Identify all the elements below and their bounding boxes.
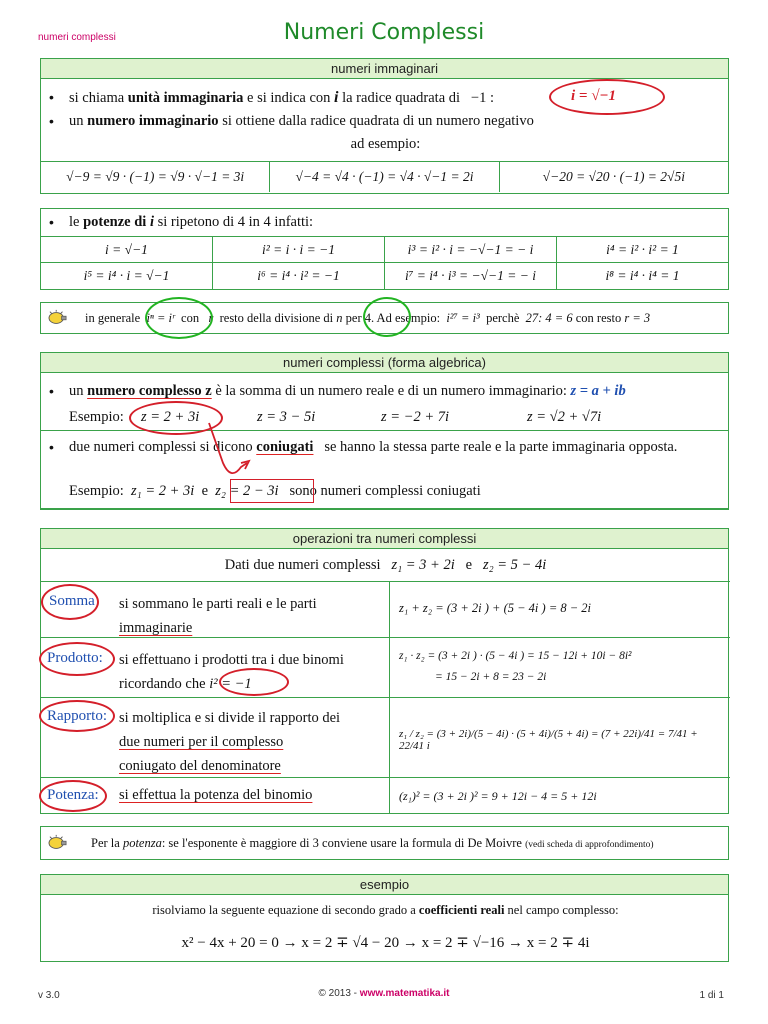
operation-row-ratio <box>41 697 730 777</box>
operations-box <box>40 528 729 814</box>
text: resto della divisione di <box>219 311 334 325</box>
power-cell: i⁸ = i⁴ · i⁴ = 1 <box>605 268 680 283</box>
operation-description <box>119 706 340 778</box>
divider <box>389 638 390 697</box>
conjugate-definition-line <box>69 439 709 456</box>
operation-formula-continued: = 15 − 2i + 8 = 23 − 2i <box>435 671 547 683</box>
text: la radice quadrata di <box>342 90 461 106</box>
operation-description <box>119 592 317 640</box>
imaginary-unit-line <box>69 89 494 107</box>
power-cell: i⁶ = i⁴ · i² = −1 <box>213 263 385 289</box>
bullet-icon: • <box>49 214 54 230</box>
power-cell: i³ = i² · i = −√−1 = − i <box>385 237 557 262</box>
example-cell: √−9 = √9 · (−1) = √9 · √−1 = 3i <box>41 162 270 192</box>
operation-row-sum <box>41 581 730 637</box>
example-box <box>40 874 729 962</box>
powers-of-i-box <box>40 208 729 290</box>
divider <box>389 778 390 813</box>
text: con resto <box>575 311 622 325</box>
header-subject: numeri complessi <box>38 32 116 43</box>
powers-row-1 <box>41 237 728 263</box>
powers-intro <box>41 209 728 237</box>
operation-formula: z₁ / z₂ = (3 + 2i)/(5 − 4i) · (5 + 4i)/(5 + 4i) = (7 + 22i)/41 = 7/41 + 22/41 i <box>399 728 698 752</box>
algebraic-form-header: numeri complessi (forma algebrica) <box>41 353 728 373</box>
term-imaginary-unit: unità immaginaria <box>127 90 244 106</box>
example-label: Esempio: <box>69 483 124 499</box>
text: le <box>69 214 80 230</box>
text: due numeri complessi si dicono <box>69 439 253 455</box>
text: e <box>201 483 209 499</box>
description-line: ricordando che <box>119 676 206 692</box>
example-equation: x² − 4x + 20 = 0 → x = 2 ∓ √4 − 20 → x = 2 ∓ √−16 → x = 2 ∓ 4i <box>181 935 590 951</box>
example-header: esempio <box>41 875 728 895</box>
text: perchè <box>486 311 520 325</box>
operation-formula: z₁ · z₂ = (3 + 2i ) · (5 − 4i ) = 15 − 12i + 10i − 8i² <box>399 650 632 662</box>
description-line: coniugato del denominatore <box>119 758 281 774</box>
text: è la somma di un numero reale e di un numero immaginario: <box>215 383 567 399</box>
formula-division: 27: 4 = 6 <box>525 311 573 325</box>
complex-example: z = 2 + 3i <box>141 409 200 425</box>
text: si chiama <box>69 90 125 106</box>
text: nel campo complesso: <box>507 903 619 917</box>
bullet-icon: • <box>49 89 54 105</box>
page-number: 1 di 1 <box>699 990 724 1001</box>
page-title: Numeri Complessi <box>283 20 485 45</box>
example-description <box>41 903 730 918</box>
symbol-n: n <box>336 311 343 325</box>
lightbulb-icon <box>47 309 69 327</box>
example-label: ad esempio: <box>350 136 421 152</box>
complex-definition <box>41 373 728 431</box>
term-imaginary-number: numero immaginario <box>87 113 219 129</box>
example-cell: √−20 = √20 · (−1) = 2√5i <box>542 169 685 184</box>
power-cell: i² = i · i = −1 <box>213 237 385 262</box>
powers-row-2 <box>41 263 728 289</box>
formula-z2: z₂ = 2 − 3i <box>215 483 279 499</box>
symbol-r: r <box>208 311 214 325</box>
formula-algebraic: z = a + ib <box>570 383 626 399</box>
term-powers: potenze di <box>83 214 147 230</box>
formula-z2: z₂ = 5 − 4i <box>482 557 547 573</box>
bullet-icon: • <box>49 383 54 399</box>
description-line: si sommano le parti reali e le parti <box>119 596 317 612</box>
text: Per la <box>91 836 120 850</box>
operation-formula: z₁ + z₂ = (3 + 2i ) + (5 − 4i ) = 8 − 2i <box>399 601 592 615</box>
text: un <box>69 113 84 129</box>
term-real-coefficients: coefficienti reali <box>418 903 505 917</box>
operations-header: operazioni tra numeri complessi <box>41 529 728 549</box>
text: e si indica con <box>247 90 331 106</box>
operation-row-product <box>41 637 730 697</box>
symbol-i: i <box>149 214 154 230</box>
formula-z1: z₁ = 3 + 2i <box>391 557 455 573</box>
de-moivre-box <box>40 826 729 860</box>
text: un <box>69 383 84 399</box>
operation-row-power <box>41 777 730 813</box>
description-line: si effettua la potenza del binomio <box>119 787 313 803</box>
text: per 4. Ad esempio: <box>345 311 441 325</box>
complex-definition-line <box>69 383 626 400</box>
complex-example: z = −2 + 7i <box>381 409 450 425</box>
text: con <box>181 311 200 325</box>
text: si ripetono di 4 in 4 infatti: <box>157 214 314 230</box>
power-cell: i⁷ = i⁴ · i³ = −√−1 = − i <box>385 263 557 289</box>
imaginary-definitions <box>41 79 728 162</box>
description-line: due numeri per il complesso <box>119 734 284 750</box>
annotation-arrow <box>201 421 281 483</box>
bullet-icon: • <box>49 113 54 129</box>
operation-label: Potenza: <box>47 787 99 803</box>
formula-general: iⁿ = iʳ <box>146 311 175 325</box>
text: (vedi scheda di approfondimento) <box>525 840 654 850</box>
text: se hanno la stessa parte reale e la parte immaginaria opposta. <box>324 439 678 455</box>
formula-example: i²⁷ = i³ <box>446 311 480 325</box>
algebraic-form-box <box>40 352 729 510</box>
term-conjugate: coniugati <box>256 439 314 455</box>
operation-label: Somma <box>49 593 95 609</box>
imaginary-numbers-header: numeri immaginari <box>41 59 728 79</box>
description-line: si effettuano i prodotti tra i due binomi <box>119 652 344 668</box>
formula-remainder: r = 3 <box>624 311 651 325</box>
text: e <box>465 557 473 573</box>
text: sono numeri complessi coniugati <box>289 483 481 499</box>
website-link[interactable]: www.matematika.it <box>359 988 450 999</box>
description-line: immaginarie <box>119 620 193 636</box>
formula-i-squared: i² = −1 <box>209 676 252 692</box>
operation-label: Prodotto: <box>47 650 103 666</box>
text: potenza <box>122 836 162 850</box>
formula-z1: z₁ = 2 + 3i <box>131 483 195 499</box>
divider <box>389 698 390 777</box>
text: : se l'esponente è maggiore di 3 conviene usare la formula di De Moivre <box>161 836 522 850</box>
powers-line <box>69 214 313 231</box>
example-cell: √−4 = √4 · (−1) = √4 · √−1 = 2i <box>270 162 499 192</box>
divider <box>389 582 390 637</box>
term-complex-number: numero complesso z <box>87 383 212 399</box>
version-label: v 3.0 <box>38 990 60 1001</box>
operation-description <box>119 787 312 804</box>
text: si ottiene dalla radice quadrata di un numero negativo <box>222 113 534 129</box>
complex-example: z = √2 + √7i <box>527 409 602 425</box>
footer-copyright <box>0 988 768 999</box>
imaginary-examples-row <box>41 162 728 192</box>
general-rule-box <box>40 302 729 334</box>
power-cell: i⁴ = i² · i² = 1 <box>606 242 679 257</box>
text: in generale <box>85 311 141 325</box>
example-label: Esempio: <box>69 409 124 425</box>
imaginary-number-line <box>69 113 534 130</box>
power-cell: i⁵ = i⁴ · i = √−1 <box>41 263 213 289</box>
conjugate-definition <box>41 431 728 509</box>
description-line: si moltiplica e si divide il rapporto dei <box>119 710 341 726</box>
de-moivre-text <box>91 836 654 851</box>
copyright-text: © 2013 - <box>318 988 360 999</box>
power-cell: i = √−1 <box>41 237 213 262</box>
imaginary-numbers-box <box>40 58 729 194</box>
value-minus-one: −1 : <box>470 90 495 106</box>
complex-example: z = 3 − 5i <box>257 409 316 425</box>
imaginary-unit-formula: i = √−1 <box>571 88 617 104</box>
text: Dati due numeri complessi <box>224 557 381 573</box>
operations-given <box>41 557 730 574</box>
text: risolviamo la seguente equazione di secondo grado a <box>152 903 416 917</box>
lightbulb-icon <box>47 834 69 852</box>
operation-description <box>119 648 344 696</box>
bullet-icon: • <box>49 439 54 455</box>
general-rule-text <box>85 311 650 326</box>
operation-formula: (z₁)² = (3 + 2i )² = 9 + 12i − 4 = 5 + 12i <box>399 789 597 803</box>
symbol-i: i <box>334 89 339 106</box>
operation-label: Rapporto: <box>47 708 107 724</box>
